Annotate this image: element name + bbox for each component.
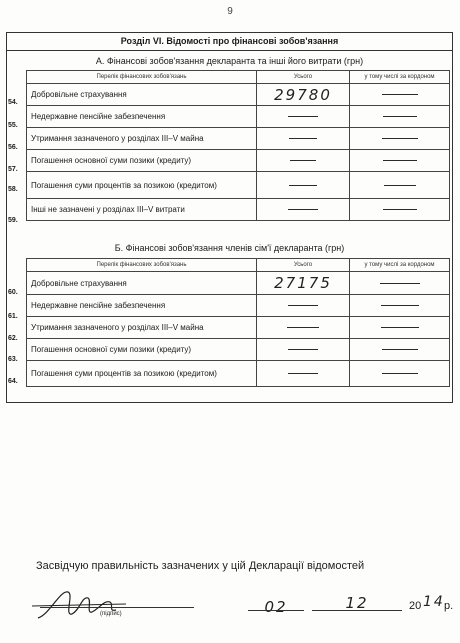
year-prefix: 20 xyxy=(409,600,422,612)
row-abroad xyxy=(350,84,450,106)
table-row xyxy=(27,172,450,199)
part-a-table xyxy=(26,70,450,221)
row-abroad xyxy=(350,361,450,387)
date-month-line xyxy=(312,610,402,611)
date-day-line xyxy=(248,610,304,611)
signature-line xyxy=(40,607,194,608)
handwritten-dash xyxy=(288,373,318,374)
row-total xyxy=(257,106,350,128)
col-header-abroad: у тому числі за кордоном xyxy=(350,259,450,272)
section-title: Розділ VI. Відомості про фінансові зобов'язання xyxy=(7,33,452,51)
row-abroad xyxy=(350,272,450,295)
col-header-abroad: у тому числі за кордоном xyxy=(350,71,450,84)
handwritten-dash xyxy=(383,116,417,117)
handwritten-dash xyxy=(289,185,317,186)
row-total xyxy=(257,339,350,361)
row-label: Погашення основної суми позики (кредиту) xyxy=(27,339,257,361)
row-label: Погашення суми процентів за позикою (кредитом) xyxy=(27,361,257,387)
row-total xyxy=(257,272,350,295)
col-header-list: Перелік фінансових зобов'язань xyxy=(27,71,257,84)
row-label: Утримання зазначеного у розділах III–V майна xyxy=(27,128,257,150)
row-label: Недержавне пенсійне забезпечення xyxy=(27,295,257,317)
handwritten-dash xyxy=(382,373,418,374)
row-total xyxy=(257,150,350,172)
handwritten-dash xyxy=(383,160,417,161)
handwritten-dash xyxy=(290,160,316,161)
handwritten-dash xyxy=(288,116,318,117)
handwritten-dash xyxy=(288,209,318,210)
row-total xyxy=(257,84,350,106)
handwritten-dash xyxy=(381,305,419,306)
handwritten-dash xyxy=(288,349,318,350)
col-header-total: Усього xyxy=(257,71,350,84)
table-row xyxy=(27,128,450,150)
row-abroad xyxy=(350,150,450,172)
row-number: 54. xyxy=(8,99,18,106)
row-number: 56. xyxy=(8,144,18,151)
handwritten-dash xyxy=(287,327,319,328)
row-total xyxy=(257,361,350,387)
row-label: Недержавне пенсійне забезпечення xyxy=(27,106,257,128)
part-b-table xyxy=(26,258,450,387)
handwritten-dash xyxy=(382,94,418,95)
row-total xyxy=(257,317,350,339)
col-header-list: Перелік фінансових зобов'язань xyxy=(27,259,257,272)
row-number: 57. xyxy=(8,166,18,173)
row-label: Погашення основної суми позики (кредиту) xyxy=(27,150,257,172)
row-total xyxy=(257,172,350,199)
table-row xyxy=(27,317,450,339)
section-vi-box xyxy=(6,32,453,403)
signature-mark xyxy=(30,584,140,626)
row-abroad xyxy=(350,199,450,221)
row-abroad xyxy=(350,295,450,317)
row-abroad xyxy=(350,128,450,150)
table-row xyxy=(27,361,450,387)
part-b-header-row xyxy=(27,259,450,272)
handwritten-total: 27175 xyxy=(274,274,332,292)
part-a-header-row xyxy=(27,71,450,84)
handwritten-dash xyxy=(383,209,417,210)
certification-statement: Засвідчую правильність зазначених у цій Декларації відомостей xyxy=(36,560,365,572)
handwritten-dash xyxy=(381,327,419,328)
row-abroad xyxy=(350,317,450,339)
row-abroad xyxy=(350,172,450,199)
row-label: Добровільне страхування xyxy=(27,272,257,295)
table-row xyxy=(27,339,450,361)
handwritten-total: 29780 xyxy=(274,85,332,104)
row-total xyxy=(257,199,350,221)
row-number: 58. xyxy=(8,186,18,193)
row-total xyxy=(257,295,350,317)
table-row xyxy=(27,84,450,106)
row-number: 55. xyxy=(8,122,18,129)
handwritten-dash xyxy=(288,305,318,306)
handwritten-dash xyxy=(382,138,418,139)
part-a-title: А. Фінансові зобов'язання декларанта та інші його витрати (грн) xyxy=(95,56,364,66)
table-row xyxy=(27,106,450,128)
handwritten-dash xyxy=(380,283,420,284)
table-row xyxy=(27,272,450,295)
date-month: 12 xyxy=(345,594,369,612)
table-row xyxy=(27,150,450,172)
handwritten-dash xyxy=(384,185,416,186)
row-label: Інші не зазначені у розділах III–V витрати xyxy=(27,199,257,221)
table-row xyxy=(27,295,450,317)
row-abroad xyxy=(350,339,450,361)
row-number: 64. xyxy=(8,378,18,385)
row-label: Утримання зазначеного у розділах III–V майна xyxy=(27,317,257,339)
row-number: 62. xyxy=(8,335,18,342)
year-suffix: 14 xyxy=(423,594,445,610)
row-abroad xyxy=(350,106,450,128)
col-header-total: Усього xyxy=(257,259,350,272)
year-abbr: р. xyxy=(444,600,454,612)
row-total xyxy=(257,128,350,150)
signature-row xyxy=(20,590,460,630)
row-number: 59. xyxy=(8,217,18,224)
row-number: 63. xyxy=(8,356,18,363)
part-b-title: Б. Фінансові зобов'язання членів сім'ї декларанта (грн) xyxy=(114,243,345,253)
handwritten-dash xyxy=(289,138,317,139)
row-number: 60. xyxy=(8,289,18,296)
page-number: 9 xyxy=(227,6,233,17)
row-number: 61. xyxy=(8,313,18,320)
signature-caption: (підпис) xyxy=(100,611,122,617)
row-label: Погашення суми процентів за позикою (кредитом) xyxy=(27,172,257,199)
date-day: 02 xyxy=(264,598,288,616)
handwritten-dash xyxy=(382,349,418,350)
table-row xyxy=(27,199,450,221)
row-label: Добровільне страхування xyxy=(27,84,257,106)
